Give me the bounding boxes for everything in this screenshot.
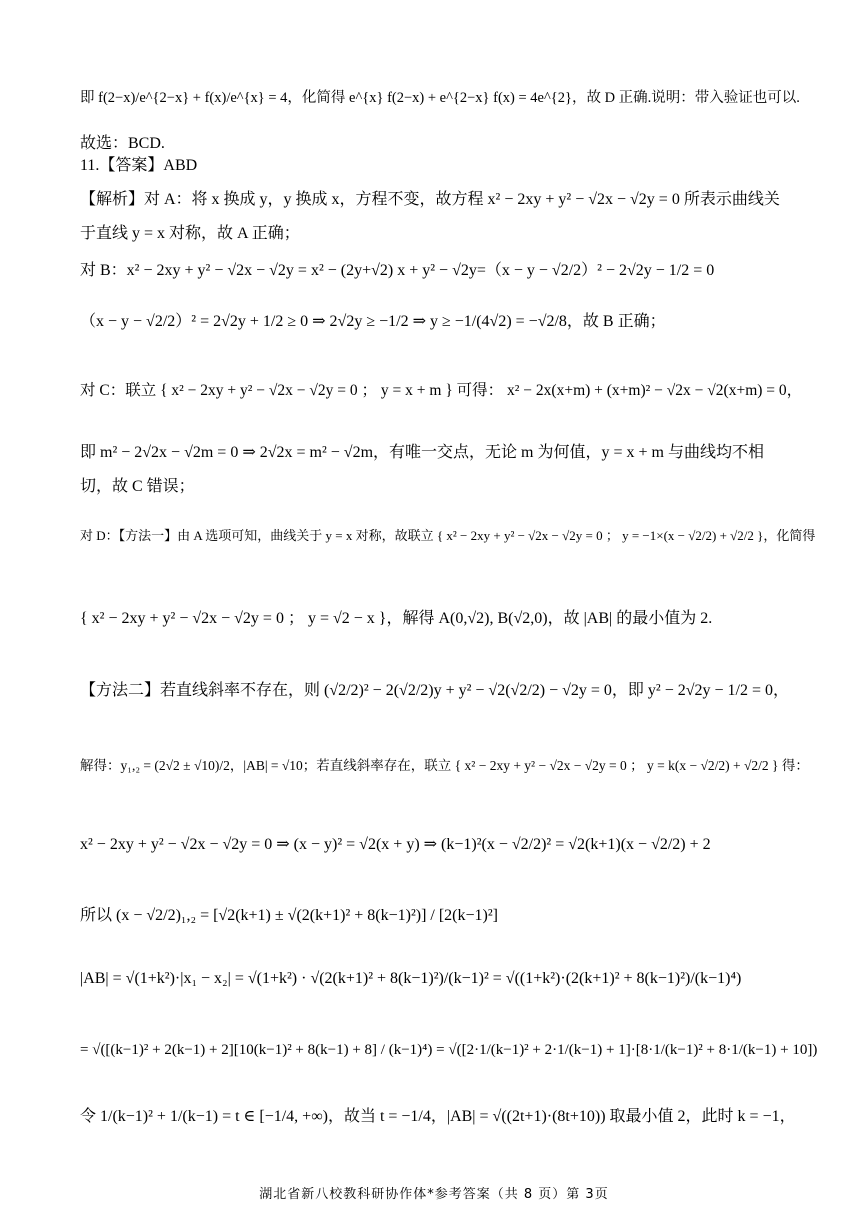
text-line-11: 对 D：【方法一】由 A 选项可知，曲线关于 y = x 对称，故联立 { x² − 2xy + y² − √2x − √2y = 0 ； y = −1×(x − √2/2) + √2/2 }，化简得 (80, 528, 816, 543)
text-line-13: 【方法二】若直线斜率不存在，则 (√2/2)² − 2(√2/2)y + y² − √2(√2/2) − √2y = 0，即 y² − 2√2y − 1/2 = 0， (80, 682, 790, 699)
text-line-8: 对 C：联立 { x² − 2xy + y² − √2x − √2y = 0 ； y = x + m } 可得： x² − 2x(x+m) + (x+m)² − √2x − √2(x+m) = 0， (80, 382, 803, 399)
text-line-18: = √([(k−1)² + 2(k−1) + 2][10(k−1)² + 8(k−1) + 8] / (k−1)⁴) = √([2·1/(k−1)² + 2·1/(k−1) + 1]·[8·1/(k−1)² + 8·1/(k−1) + 10]) (80, 1042, 818, 1058)
text-line-1: 即 f(2−x)/e^{2−x} + f(x)/e^{x} = 4，化简得 e^{x} f(2−x) + e^{2−x} f(x) = 4e^{2}，故 D 正确.说明：带入验证也可以. (80, 90, 800, 106)
text-line-2: 故选：BCD. (80, 135, 165, 152)
text-line-5: 于直线 y = x 对称，故 A 正确； (80, 225, 300, 242)
text-line-3: 11.【答案】ABD (80, 157, 198, 174)
text-line-14: 解得：y₁,₂ = (2√2 ± √10)/2，|AB| = √10；若直线斜率存在，联立 { x² − 2xy + y² − √2x − √2y = 0 ； y = k(x − √2/2) + √2/2 } 得： (80, 758, 809, 773)
text-line-10: 切，故 C 错误； (80, 478, 195, 495)
text-line-16: 所以 (x − √2/2)₁,₂ = [√2(k+1) ± √(2(k+1)² + 8(k−1)²)] / [2(k−1)²] (80, 907, 498, 924)
text-line-7: （x − y − √2/2）² = 2√2y + 1/2 ≥ 0 ⇒ 2√2y ≥ −1/2 ⇒ y ≥ −1/(4√2) = −√2/8，故 B 正确； (80, 313, 666, 330)
text-line-9: 即 m² − 2√2x − √2m = 0 ⇒ 2√2x = m² − √2m，有唯一交点，无论 m 为何值，y = x + m 与曲线均不相 (80, 444, 764, 461)
text-line-15: x² − 2xy + y² − √2x − √2y = 0 ⇒ (x − y)² = √2(x + y) ⇒ (k−1)²(x − √2/2)² = √2(k+1)(x − √2/2) + 2 (80, 836, 711, 853)
text-line-12: { x² − 2xy + y² − √2x − √2y = 0 ； y = √2 − x }，解得 A(0,√2), B(√2,0)，故 |AB| 的最小值为 2. (80, 610, 713, 627)
text-line-4: 【解析】对 A：将 x 换成 y，y 换成 x，方程不变，故方程 x² − 2xy + y² − √2x − √2y = 0 所表示曲线关 (80, 191, 780, 208)
text-line-17: |AB| = √(1+k²)·|x₁ − x₂| = √(1+k²) · √(2(k+1)² + 8(k−1)²)/(k−1)² = √((1+k²)·(2(k+1)² + 8(k−1)²)/(k−1)⁴) (80, 970, 742, 987)
text-line-19: 令 1/(k−1)² + 1/(k−1) = t ∈ [−1/4, +∞)，故当 t = −1/4，|AB| = √((2t+1)·(8t+10)) 取最小值 2，此时 k = −1， (80, 1108, 796, 1125)
page-footer: 湖北省新八校教科研协作体*参考答案（共 8 页）第 3页 (259, 1187, 609, 1202)
text-line-6: 对 B：x² − 2xy + y² − √2x − √2y = x² − (2y+√2) x + y² − √2y=（x − y − √2/2）² − 2√2y − 1/2 = 0 (80, 262, 715, 279)
